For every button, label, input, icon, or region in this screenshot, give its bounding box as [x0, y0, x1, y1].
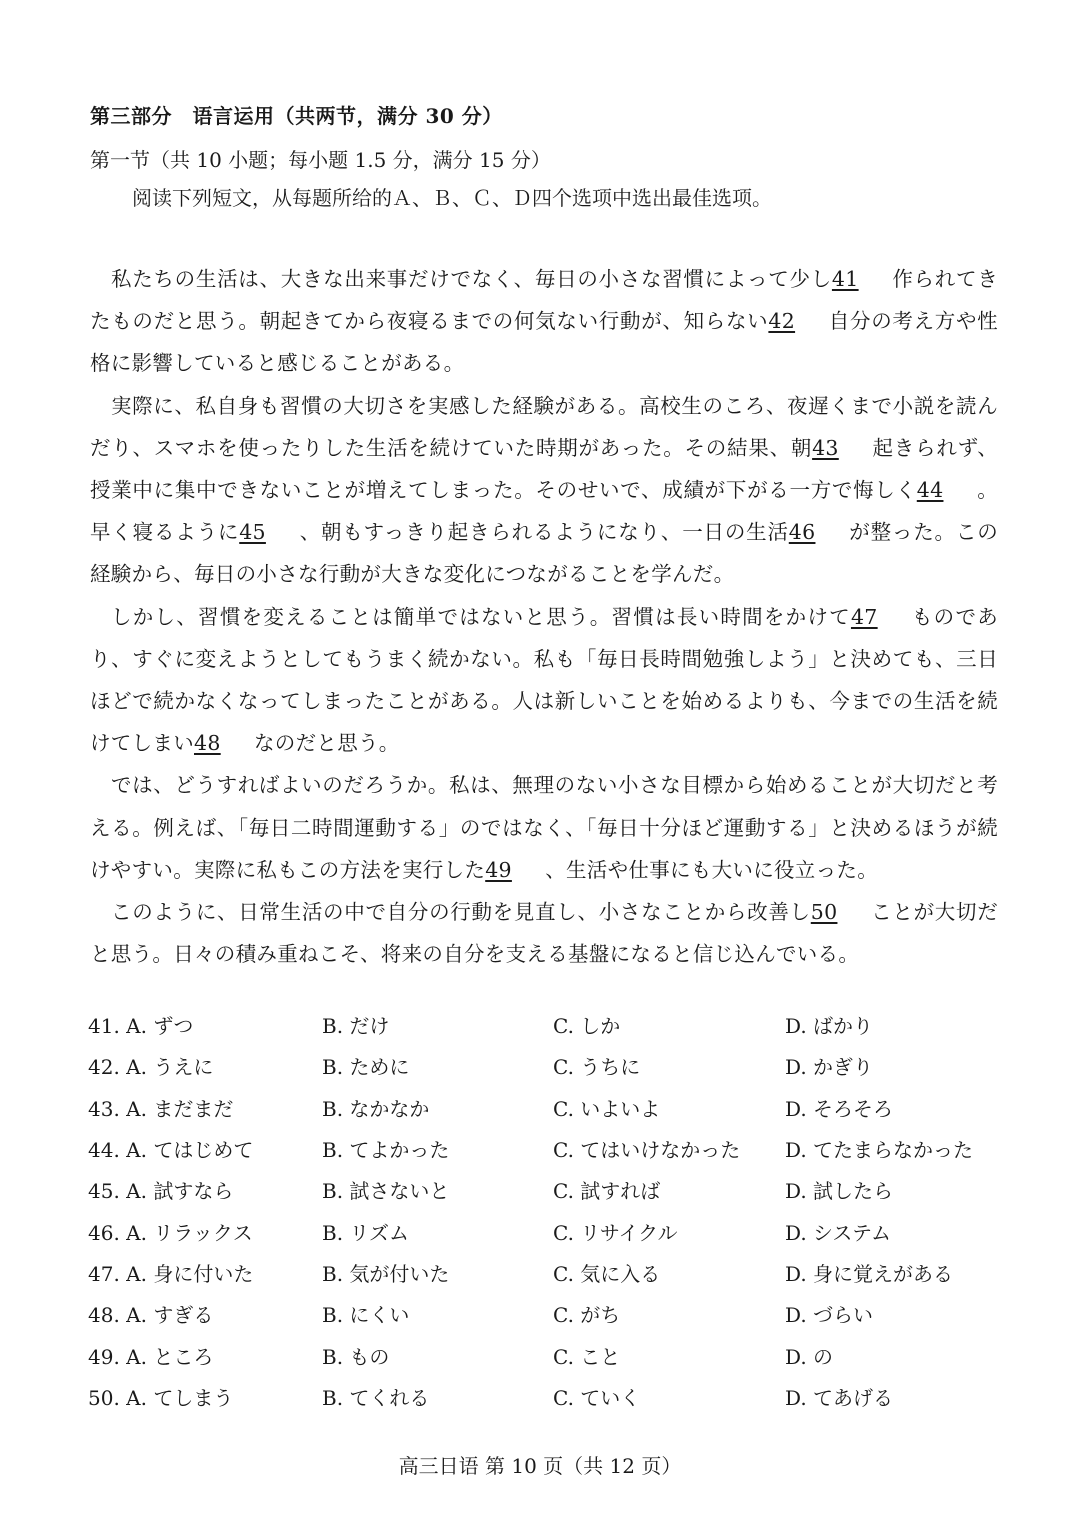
- question-47-options: [88, 1252, 1008, 1293]
- blank-49: 49: [485, 857, 512, 882]
- instruction-text: 阅读下列短文，从每题所给的Ａ、Ｂ、Ｃ、Ｄ四个选项中选出最佳选项。: [132, 186, 772, 210]
- option-a: 44. A. てはじめて: [88, 1138, 254, 1163]
- option-b: B. 気が付いた: [322, 1261, 450, 1286]
- blank-44: 44: [916, 478, 944, 503]
- option-d: D. ばかり: [785, 1014, 874, 1039]
- option-a: 49. A. ところ: [88, 1344, 214, 1369]
- option-c: C. こと: [553, 1344, 621, 1369]
- option-d: D. そろそろ: [785, 1096, 894, 1121]
- page-footer: 高三日语 第 10 页（共 12 页）: [398, 1454, 682, 1478]
- option-a: 47. A. 身に付いた: [88, 1261, 254, 1286]
- option-c: C. てはいけなかった: [553, 1138, 741, 1163]
- option-d: D. かぎり: [785, 1055, 874, 1080]
- option-b: B. てくれる: [322, 1385, 430, 1410]
- option-c: C. ていく: [553, 1385, 641, 1410]
- blank-46: 46: [788, 520, 816, 545]
- question-43-options: [88, 1087, 1008, 1128]
- option-a: 41. A. ずつ: [88, 1014, 194, 1039]
- option-b: B. だけ: [322, 1014, 390, 1039]
- option-c: C. しか: [553, 1014, 621, 1039]
- reading-passage: [90, 258, 998, 975]
- option-c: C. リサイクル: [553, 1220, 678, 1245]
- option-d: D. てあげる: [785, 1385, 894, 1410]
- passage-paragraph-2: 実際に、私自身も習慣の大切さを実感した経験がある。高校生のころ、夜遅くまで小説を読んだり、スマホを使ったりした生活を続けていた時期があった。その結果、朝43 起きられず、授業中に集中できないことが増えてしまった。そのせいで、成績が下がる一方で悔しく44 。早く寝るように45 、朝もすっきり起きられるようになり、一日の生活46 が整った。この経験から、毎日の小さな行動が大きな変化につながることを学んだ。: [90, 393, 998, 587]
- blank-47: 47: [850, 604, 878, 629]
- option-c: C. いよいよ: [553, 1096, 661, 1121]
- option-a: 42. A. うえに: [88, 1055, 214, 1080]
- option-c: C. がち: [553, 1303, 621, 1328]
- option-b: B. リズム: [322, 1220, 410, 1245]
- option-b: B. なかなか: [322, 1096, 430, 1121]
- blank-48: 48: [194, 731, 221, 756]
- blank-42: 42: [768, 309, 796, 334]
- option-a: 50. A. てしまう: [88, 1385, 234, 1410]
- passage-paragraph-1: 私たちの生活は、大きな出来事だけでなく、毎日の小さな習慣によって少し41 作られてきたものだと思う。朝起きてから夜寝るまでの何気ない行動が、知らない42 自分の考え方や性格に影響していると感じることがある。: [90, 258, 998, 385]
- option-b: B. ために: [322, 1055, 410, 1080]
- option-d: D. の: [785, 1344, 834, 1369]
- subsection-heading: 第一节（共 10 小题；每小题 1.5 分，满分 15 分）: [90, 148, 551, 172]
- option-a: 43. A. まだまだ: [88, 1096, 234, 1121]
- answer-options: [88, 1004, 1008, 1417]
- blank-45: 45: [239, 520, 266, 545]
- question-48-options: [88, 1293, 1008, 1334]
- option-d: D. づらい: [785, 1303, 874, 1328]
- passage-paragraph-4: では、どうすればよいのだろうか。私は、無理のない小さな目標から始めることが大切だと考える。例えば、「毎日二時間運動する」のではなく、「毎日十分ほど運動する」と決めるほうが続けやすい。実際に私もこの方法を実行した49 、生活や仕事にも大いに役立った。: [90, 764, 998, 891]
- option-b: B. 試さないと: [322, 1179, 450, 1204]
- question-50-options: [88, 1376, 1008, 1417]
- section-title: 第三部分 语言运用（共两节，满分 30 分）: [90, 104, 503, 128]
- option-d: D. システム: [785, 1220, 892, 1245]
- blank-41: 41: [831, 267, 859, 291]
- option-a: 45. A. 試すなら: [88, 1179, 234, 1204]
- option-d: D. てたまらなかった: [785, 1138, 974, 1163]
- passage-paragraph-3: しかし、習慣を変えることは簡単ではないと思う。習慣は長い時間をかけて47 ものであり、すぐに変えようとしてもうまく続かない。私も「毎日長時間勉強しよう」と決めても、三日ほどで続かなくなってしまったことがある。人は新しいことを始めるよりも、今までの生活を続けてしまい48 なのだと思う。: [90, 596, 998, 765]
- option-b: B. てよかった: [322, 1138, 450, 1163]
- blank-50: 50: [810, 900, 838, 925]
- blank-43: 43: [812, 435, 839, 460]
- option-a: 46. A. リラックス: [88, 1220, 253, 1245]
- question-49-options: [88, 1334, 1008, 1375]
- option-c: C. 試すれば: [553, 1179, 661, 1204]
- option-a: 48. A. すぎる: [88, 1303, 214, 1328]
- passage-paragraph-5: このように、日常生活の中で自分の行動を見直し、小さなことから改善し50 ことが大切だと思う。日々の積み重ねこそ、将来の自分を支える基盤になると信じ込んでいる。: [90, 891, 998, 975]
- question-45-options: [88, 1169, 1008, 1210]
- option-c: C. 気に入る: [553, 1261, 661, 1286]
- question-41-options: [88, 1004, 1008, 1045]
- question-44-options: [88, 1128, 1008, 1169]
- option-b: B. にくい: [322, 1303, 410, 1328]
- question-42-options: [88, 1045, 1008, 1086]
- option-c: C. うちに: [553, 1055, 641, 1080]
- option-d: D. 身に覚えがある: [785, 1261, 954, 1286]
- question-46-options: [88, 1210, 1008, 1251]
- option-b: B. もの: [322, 1344, 390, 1369]
- option-d: D. 試したら: [785, 1179, 894, 1204]
